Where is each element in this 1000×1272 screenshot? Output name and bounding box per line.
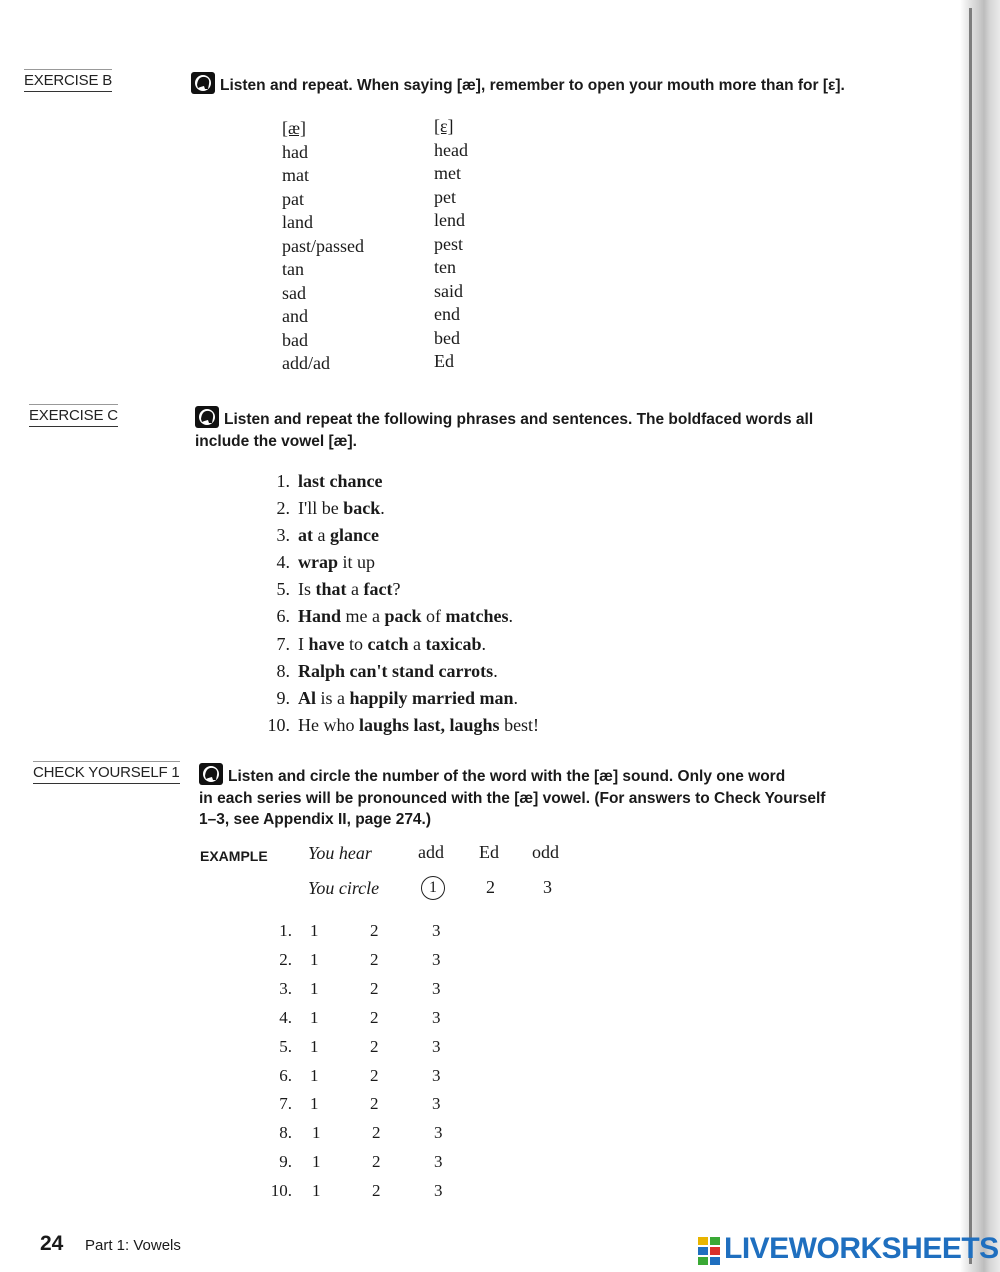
phrase-text: me a [341,606,385,627]
phrase-text: . [481,633,486,654]
answer-row-number: 1. [279,921,292,940]
phrase-text: He who [298,714,359,735]
hear-word-3: odd [532,842,559,862]
answer-option-1[interactable]: 1 [310,1094,319,1114]
answer-row-number: 8. [279,1123,292,1143]
word-item: head [434,139,468,160]
phrase-list [262,468,539,739]
phrase-text: I'll be [298,498,344,519]
answer-row-number: 10. [270,1181,292,1201]
exercise-b-instruction-text: Listen and repeat. When saying [æ], remember to open your mouth more than for [ε]. [220,77,845,94]
word-item: and [282,306,308,326]
phrase-item [262,631,539,658]
answer-option-3[interactable]: 3 [432,1007,441,1027]
answer-option-3[interactable]: 3 [434,1181,443,1201]
e-word-column [434,115,468,374]
check-yourself-label: CHECK YOURSELF 1 [33,761,180,784]
check-yourself-instruction-line3: 1–3, see Appendix II, page 274.) [199,811,432,828]
word-item: bed [434,327,460,348]
exercise-b-instruction [191,72,911,97]
word-item: pet [434,186,456,207]
example-option-2: 2 [486,877,495,897]
bold-word: glance [330,525,379,546]
answer-option-2[interactable]: 2 [370,1065,379,1085]
ae-word-list [282,141,364,376]
answer-option-2[interactable]: 2 [370,1007,379,1027]
answer-row-number: 3. [279,978,292,998]
bold-word: catch [367,633,409,654]
bold-word: matches [445,606,509,627]
bold-word: wrap [298,552,338,573]
phrase-item [262,712,539,739]
scan-edge-line [969,8,972,1264]
bold-word: Ralph can't stand carrots [298,660,494,681]
answer-option-1[interactable]: 1 [310,1065,319,1085]
bold-word: Hand [298,606,342,627]
phrase-number: 7. [276,633,290,654]
check-yourself-instruction-line1: Listen and circle the number of the word with the [æ] sound. Only one word [228,768,786,785]
phrase-text: . [508,606,514,627]
phrase-text: . [513,687,519,708]
word-item: pest [434,233,463,254]
answer-option-2[interactable]: 2 [370,949,379,969]
bold-word: at [298,525,313,546]
example-circled-answer [421,876,445,900]
phrase-text: a [408,633,426,654]
bold-word: pack [384,606,422,627]
phrase-number: 9. [276,687,290,708]
answer-option-3[interactable]: 3 [432,1094,441,1114]
ae-word-column [282,117,364,376]
phrase-text: is a [316,687,350,708]
phrase-text: . [380,498,385,519]
exercise-c-instruction-line1: Listen and repeat the following phrases and sentences. The boldfaced words all [224,411,814,428]
bold-word: Al [298,687,316,708]
phrase-text: it up [338,552,376,573]
word-item: end [434,304,460,324]
answer-option-3[interactable]: 3 [432,978,441,998]
word-item: ten [434,257,456,277]
listen-audio-icon[interactable] [191,72,215,94]
phrase-item [262,576,539,603]
phrase-number: 10. [267,714,290,735]
word-item: land [282,212,313,232]
phrase-text: of [421,606,446,627]
phrase-number: 5. [276,579,290,600]
bold-word: last chance [298,471,383,491]
phrase-text: Is [298,579,316,600]
phrase-item [262,522,539,549]
phrase-text: a [313,525,330,546]
answer-option-1[interactable]: 1 [312,1123,321,1143]
word-item: met [434,163,461,183]
answer-option-1[interactable]: 1 [312,1152,321,1172]
phrase-text: a [346,579,364,600]
bold-word: happily married man [349,687,514,708]
answer-option-3[interactable]: 3 [432,921,441,940]
exercise-c-label: EXERCISE C [29,404,118,427]
answer-row-number: 5. [279,1036,292,1056]
example-label: EXAMPLE [200,848,268,864]
answer-row-number: 7. [279,1094,292,1114]
phrase-item [262,468,539,495]
phrase-number: 2. [276,498,290,519]
answer-option-1[interactable]: 1 [310,921,319,940]
phrase-number: 1. [276,471,290,491]
answer-row-number: 4. [279,1007,292,1027]
answer-option-1[interactable]: 1 [310,949,319,969]
phrase-number: 3. [276,525,290,546]
answer-option-1[interactable]: 1 [310,1036,319,1056]
phrase-number: 6. [276,606,290,627]
bold-word: have [308,633,345,654]
phrase-text: I [298,633,309,654]
bold-word: that [315,579,347,600]
bold-word: back [343,498,381,519]
phrase-text: . [493,660,498,681]
answer-option-3[interactable]: 3 [432,1065,441,1085]
phrase-item [262,685,539,712]
phrase-item [262,549,539,576]
circled-number: 1 [421,876,445,900]
check-yourself-instruction [199,763,919,831]
answer-option-2[interactable]: 2 [372,1123,381,1143]
phrase-number: 4. [276,552,290,573]
word-item: sad [282,282,306,303]
liveworksheets-logo-icon [698,1237,720,1265]
bold-word: fact [363,579,393,600]
you-hear-label: You hear [308,843,372,863]
phrase-number: 8. [276,660,290,681]
e-word-list [434,139,468,374]
answer-option-3[interactable]: 3 [434,1152,443,1172]
answer-option-1[interactable]: 1 [310,1007,319,1027]
section-title: Part 1: Vowels [85,1237,181,1254]
word-item: lend [434,210,465,230]
page-number: 24 [40,1232,64,1255]
e-column-header: [ε] [434,116,454,136]
phrase-item [262,603,539,630]
scan-edge-shadow [960,0,1000,1272]
phrase-item [262,495,539,522]
exercise-c-instruction-line2: include the vowel [æ]. [195,433,357,450]
bold-word: taxicab [425,633,482,654]
you-circle-label: You circle [308,878,380,898]
exercise-c-instruction [195,406,915,453]
word-item: add/ad [282,353,330,373]
answer-option-2[interactable]: 2 [372,1152,381,1172]
example-option-3: 3 [543,877,552,897]
answer-option-1[interactable]: 1 [312,1181,321,1201]
word-item: past/passed [282,235,364,256]
word-item: had [282,141,308,162]
liveworksheets-brand[interactable]: LIVEWORKSHEETS [724,1232,999,1265]
answer-row-number: 2. [279,949,292,969]
phrase-text: to [344,633,368,654]
check-yourself-instruction-line2: in each series will be pronounced with the [æ] vowel. (For answers to Check Yourself [199,789,826,807]
phrase-text: best! [499,714,540,735]
answer-row-number: 9. [279,1152,292,1172]
answer-option-2[interactable]: 2 [370,1094,379,1114]
word-item: bad [282,329,308,350]
word-item: pat [282,188,304,209]
hear-word-1: add [418,842,444,862]
ae-column-header: [æ] [282,118,306,138]
answer-option-3[interactable]: 3 [432,1036,441,1056]
word-item: said [434,280,463,301]
answer-row-number: 6. [279,1065,292,1085]
answer-option-2[interactable]: 2 [370,978,379,998]
answer-option-3[interactable]: 3 [434,1123,443,1143]
hear-word-2: Ed [479,842,499,862]
exercise-b-label: EXERCISE B [24,69,112,92]
word-item: tan [282,259,304,279]
listen-audio-icon[interactable] [195,406,219,428]
phrase-text: ? [392,579,401,600]
answer-option-2[interactable]: 2 [370,921,379,940]
answer-option-1[interactable]: 1 [310,978,319,998]
listen-audio-icon[interactable] [199,763,223,785]
answer-option-2[interactable]: 2 [370,1036,379,1056]
bold-word: laughs last, laughs [359,714,500,735]
answer-option-2[interactable]: 2 [372,1181,381,1201]
word-item: mat [282,165,309,185]
word-item: Ed [434,351,454,371]
phrase-item [262,658,539,685]
answer-option-3[interactable]: 3 [432,949,441,969]
